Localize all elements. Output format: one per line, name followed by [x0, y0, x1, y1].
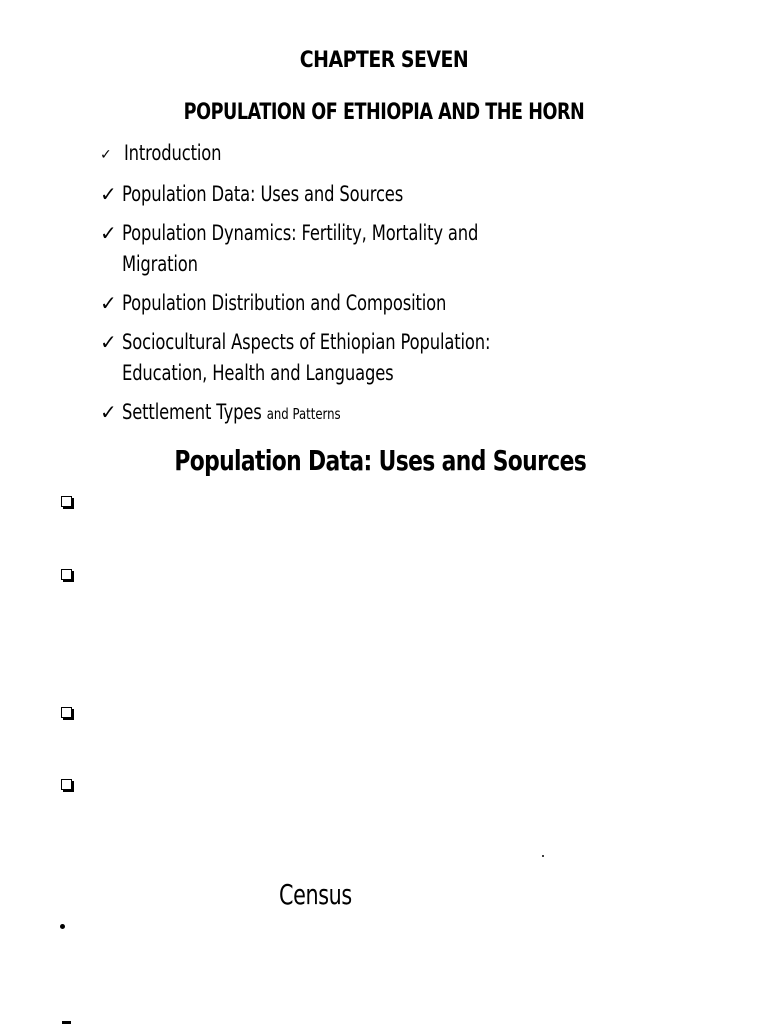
topic-main-text: Settlement Types: [122, 400, 262, 424]
list-item: [100, 327, 670, 389]
chapter-title: CHAPTER SEVEN: [299, 48, 469, 73]
list-item: [100, 179, 670, 210]
census-heading: Census: [279, 878, 352, 911]
stray-dot: [542, 855, 544, 857]
checkmark-icon: ✓: [100, 400, 117, 424]
checkbox-bullet-icon: [61, 569, 72, 580]
list-item: [100, 397, 670, 430]
checkmark-icon: ✓: [100, 291, 117, 315]
list-item: [100, 138, 670, 171]
list-item: [100, 288, 670, 319]
topic-text: Population Distribution and Composition: [122, 291, 447, 315]
chapter-subtitle: POPULATION OF ETHIOPIA AND THE HORN: [183, 100, 585, 125]
checkmark-icon: ✓: [100, 221, 117, 245]
round-bullet-icon: [60, 924, 65, 929]
topic-list: [100, 138, 670, 438]
topic-text: Population Data: Uses and Sources: [122, 182, 404, 206]
checkbox-bullet-icon: [61, 707, 72, 718]
topic-text: Sociocultural Aspects of Ethiopian Population: Education, Health and Languages: [122, 330, 491, 385]
topic-text: Introduction: [124, 141, 222, 165]
topic-text: [122, 397, 549, 430]
checkmark-icon: ✓: [100, 182, 117, 206]
list-item: [100, 218, 670, 280]
topic-text: Population Dynamics: Fertility, Mortality and Migration: [122, 221, 479, 276]
topic-tail-text: and Patterns: [266, 405, 341, 423]
checkbox-bullet-icon: [61, 779, 72, 790]
section-heading: Population Data: Uses and Sources: [174, 444, 587, 477]
checkbox-bullet-icon: [61, 496, 72, 507]
checkmark-icon: ✓: [100, 147, 112, 163]
checkmark-icon: ✓: [100, 330, 117, 354]
